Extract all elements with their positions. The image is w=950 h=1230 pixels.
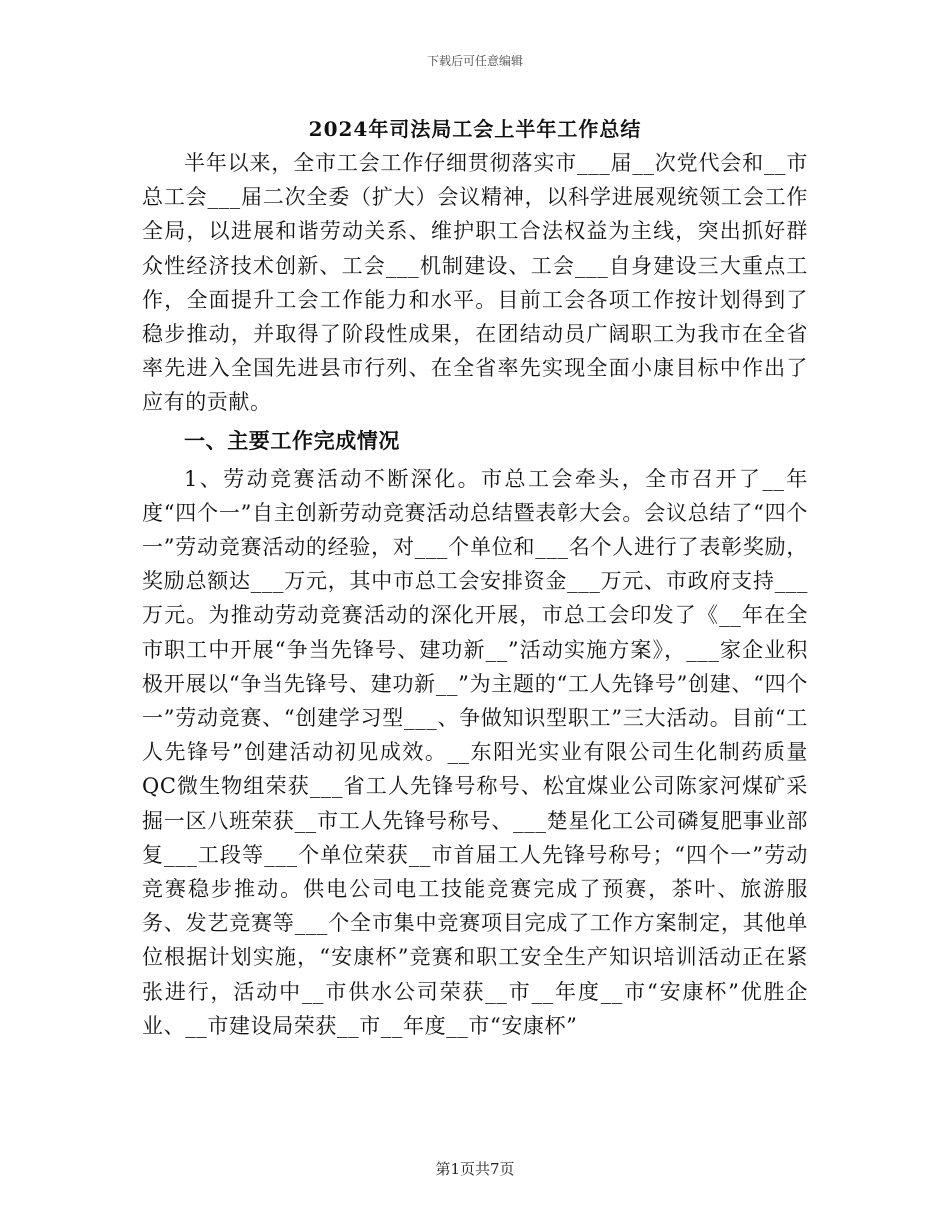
page-header-note: 下载后可任意编辑 [426,54,523,68]
page-number: 第1页共7页 [435,1160,515,1178]
section-heading-main-work: 一、主要工作完成情况 [184,427,400,453]
document-body [142,112,808,1043]
document-title: 2024年司法局工会上半年工作总结 [308,117,642,141]
item-1-paragraph: 1、劳动竞赛活动不断深化。市总工会牵头，全市召开了__年度“四个一”自主创新劳动竞赛活动总结暨表彰大会。会议总结了“四个一”劳动竞赛活动的经验，对___个单位和___名个人进行了表彰奖励，奖励总额达___万元，其中市总工会安排资金___万元、市政府支持___万元。为推动劳动竞赛活动的深化开展，市总工会印发了《__年在全市职工中开展“争当先锋号、建功新__”活动实施方案》，___家企业积极开展以“争当先锋号、建功新__”为主题的“工人先锋号”创建、“四个一”劳动竞赛、“创建学习型___、争做知识型职工”三大活动。目前“工人先锋号”创建活动初见成效。__东阳光实业有限公司生化制药质量QC微生物组荣获___省工人先锋号称号、松宜煤业公司陈家河煤矿采掘一区八班荣获__市工人先锋号称号、___楚星化工公司磷复肥事业部复___工段等___个单位荣获__市首届工人先锋号称号；“四个一”劳动竞赛稳步推动。供电公司电工技能竞赛完成了预赛，茶叶、旅游服务、发艺竞赛等___个全市集中竞赛项目完成了工作方案制定，其他单位根据计划实施，“安康杯”竞赛和职工安全生产知识培训活动正在紧张进行，活动中__市供水公司荣获__市__年度__市“安康杯”优胜企业、__市建设局荣获__市__年度__市“安康杯” [142,466,808,1038]
intro-paragraph: 半年以来，全市工会工作仔细贯彻落实市___届__次党代会和__市总工会___届二次全委（扩大）会议精神，以科学进展观统领工会工作全局，以进展和谐劳动关系、维护职工合法权益为主线，突出抓好群众性经济技术创新、工会___机制建设、工会___自身建设三大重点工作，全面提升工会工作能力和水平。目前工会各项工作按计划得到了稳步推动，并取得了阶段性成果，在团结动员广阔职工为我市在全省率先进入全国先进县市行列、在全省率先实现全面小康目标中作出了应有的贡献。 [142,151,808,415]
